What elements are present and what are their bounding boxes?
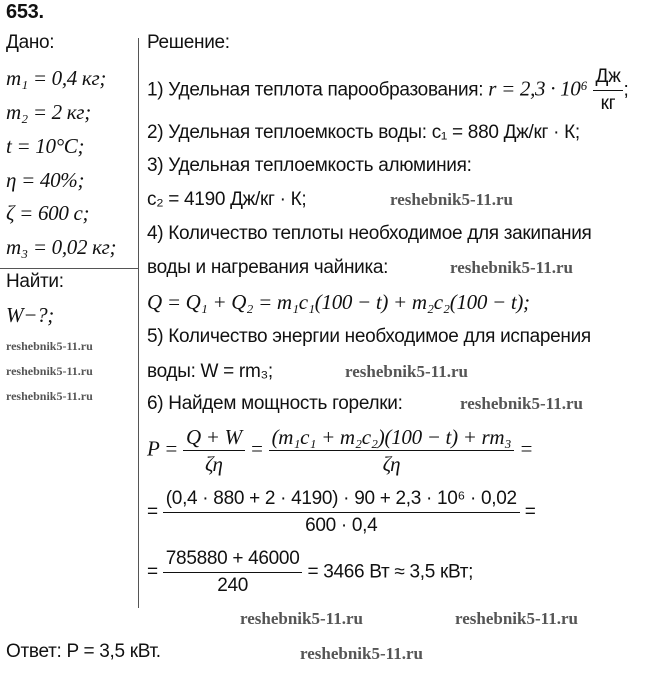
lhs: P =: [147, 436, 178, 461]
step-4-line-2: воды и нагревания чайника:: [147, 257, 389, 278]
equals: =: [249, 436, 264, 461]
step-1-text: 1) Удельная теплота парообразования:: [147, 79, 484, 101]
step-1-formula: r = 2,3 · 10⁶: [488, 76, 588, 101]
semicolon: ;: [623, 79, 629, 101]
step-4-line-1: 4) Количество теплоты необходимое для закипания: [147, 223, 592, 244]
fraction: [163, 546, 303, 599]
given-divider: [0, 268, 138, 269]
step-6: 6) Найдем мощность горелки:: [147, 393, 403, 414]
watermark: reshebnik5-11.ru: [6, 339, 93, 353]
fraction: [163, 486, 520, 539]
numerator: Q + W: [183, 424, 245, 451]
given-item: t = 10°C;: [6, 134, 85, 158]
solution-heading: Решение:: [147, 32, 230, 53]
watermark: reshebnik5-11.ru: [460, 394, 583, 413]
given-item: m₃ = 0,02 кг;: [6, 235, 117, 259]
fraction: [269, 424, 515, 477]
watermark: reshebnik5-11.ru: [6, 364, 93, 378]
answer: Ответ: P = 3,5 кВт.: [6, 641, 161, 662]
given-heading: Дано:: [6, 32, 55, 53]
problem-number: 653.: [6, 1, 44, 23]
step-4-formula: Q = Q₁ + Q₂ = m₁c₁(100 − t) + m₂c₂(100 − t);: [147, 290, 530, 314]
step-2: 2) Удельная теплоемкость воды: c₁ = 880 Дж/кг · К;: [147, 122, 580, 143]
equals: =: [519, 436, 534, 461]
denominator: ζη: [382, 452, 401, 476]
numerator: 785880 + 46000: [163, 546, 303, 573]
watermark: reshebnik5-11.ru: [390, 190, 513, 209]
power-equation-2: [147, 486, 536, 539]
watermark: reshebnik5-11.ru: [300, 644, 423, 663]
given-item: η = 40%;: [6, 168, 85, 192]
given-item: ζ = 600 c;: [6, 201, 90, 225]
unit-numerator: Дж: [593, 64, 624, 91]
find-heading: Найти:: [6, 271, 64, 292]
equals: =: [524, 501, 536, 523]
fraction: [183, 424, 245, 477]
step-5-line-1: 5) Количество энергии необходимое для испарения: [147, 326, 591, 347]
watermark: reshebnik5-11.ru: [345, 362, 468, 381]
numerator: (m₁c₁ + m₂c₂)(100 − t) + rm₃: [269, 424, 515, 451]
denominator: 600 · 0,4: [305, 515, 378, 536]
denominator: 240: [217, 575, 249, 596]
unit-denominator: кг: [600, 93, 616, 114]
step-1: [147, 64, 628, 117]
watermark: reshebnik5-11.ru: [450, 258, 573, 277]
step-3: 3) Удельная теплоемкость алюминия:: [147, 155, 472, 176]
equals: =: [147, 501, 158, 523]
denominator: ζη: [205, 452, 223, 476]
equals: =: [147, 561, 158, 583]
find-item: W−?;: [6, 303, 54, 327]
step-1-unit: [593, 64, 624, 117]
step-5-line-2: воды: W = rm₃;: [147, 361, 273, 382]
watermark: reshebnik5-11.ru: [6, 389, 93, 403]
power-equation-3: [147, 546, 473, 599]
column-divider: [138, 38, 139, 608]
step-3-value: c₂ = 4190 Дж/кг · К;: [147, 189, 307, 210]
given-item: m₂ = 2 кг;: [6, 100, 91, 124]
numerator: (0,4 · 880 + 2 · 4190) · 90 + 2,3 · 10⁶ · 0,02: [163, 486, 520, 513]
power-equation-1: [147, 424, 533, 477]
result: = 3466 Вт ≈ 3,5 кВт;: [307, 561, 474, 583]
watermark: reshebnik5-11.ru: [455, 609, 578, 628]
watermark: reshebnik5-11.ru: [240, 609, 363, 628]
given-item: m₁ = 0,4 кг;: [6, 66, 107, 90]
